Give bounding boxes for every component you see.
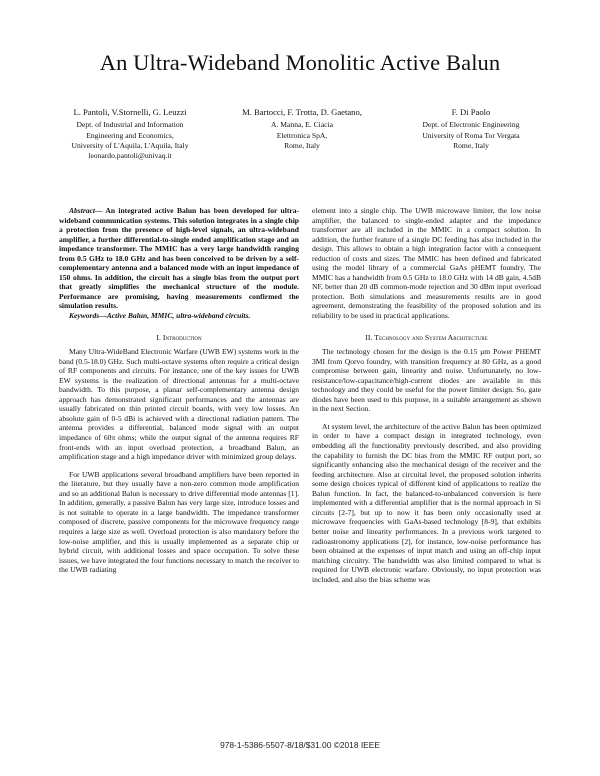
section-heading-introduction: I. Introduction <box>156 332 202 342</box>
author-block-2 <box>218 107 386 151</box>
affiliation-line: Elettronica SpA, <box>276 130 328 140</box>
author-block-3 <box>386 107 556 151</box>
affiliation-line: Rome, Italy <box>453 140 489 150</box>
keywords: Keywords—Active Balun, MMIC, ultra-wideband circuits. <box>69 311 251 321</box>
abstract <box>59 206 299 311</box>
author-names: F. Di Paolo <box>451 107 491 117</box>
right-column <box>312 206 541 584</box>
copyright-footer: 978-1-5386-5507-8/18/$31.00 ©2018 IEEE <box>220 740 380 750</box>
section-heading-technology: II. Technology and System Architecture <box>365 332 488 342</box>
abstract-label: Abstract— <box>69 206 103 215</box>
abstract-text: An integrated active Balun has been developed for ultra-wideband communication systems. This solution integrates in a single chip a protection from the presence of high-level signals, an ultra-wideband amplifier, a further differential-to-single ended amplification stage and an impedance transformer. The MMIC has a very large handwidth ranging from 0.5 GHz to 18.0 GHz and has been conceived to be driven by a self-complementary antenna and a balanced mode with an input impedance of 150 ohms. In addition, the circuit has a single bias from the output port that greatly simplifies the mechanical structure of the module. Performance are promising, having measurements confirmed the simulation results. <box>59 206 299 311</box>
affiliation-line: Dept. of Industrial and Information <box>76 120 184 130</box>
affiliation-line: Dept. of Electronic Engineering <box>422 120 520 130</box>
affiliation-line: A. Manna, E. Ciacia <box>271 120 333 130</box>
author-email: leonardo.pantoli@univaq.it <box>88 151 172 161</box>
affiliation-line: University of Roma Tor Vergata <box>422 130 520 140</box>
affiliation-line: Rome, Italy <box>284 140 320 150</box>
paragraph: element into a single chip. The UWB microwave limiter, the low noise amplifier, the balanced to single-ended adapter and the impedance transformer are all included in the MMIC in a compact solution. In addition, the further feature of a single DC feeding has also included in the design. This allows to obtain a high integration factor with a consequent reduction of costs and sizes. The MMIC has been defined and fabricated using the model library of a commercial GaAs pHEMT foundry. The MMIC has a handwidth from 0.5 GHz to 18.0 GHz with 14 dB gain, 4.5dB NF, better than 20 dB common-mode rejection and 30 dBm input overload protection. Both simulations and measurements results are in good agreement, demonstrating the feasibility of the proposed solution and its reliability to be used in practical applications. <box>312 206 541 321</box>
author-names: L. Pantoli, V.Stornelli, G. Leuzzi <box>73 107 187 117</box>
paragraph: For UWB applications several broadband amplifiers have been reported in the literature, but they usually have a non-zero common mode amplification and so an additional Balun is necessary to drive differential mode antennas [1]. In addition, generally, a passive Balun has very large size, introduce losses and is not suitable to operate in a large bandwidth. The impedance transformer composed of discrete, passive components for the microwave frequency range requires a large size as well. Overload protection is also mandatory before the low-noise amplifier, and this is usually implemented as a separate chip or hybrid circuit, with additional losses and space occupation. To solve these issues, we have integrated the four functions necessary to match the receiver to the UWB radiating <box>59 469 299 575</box>
paper-title: An Ultra-Wideband Monolitic Active Balun <box>99 50 501 75</box>
author-names: M. Bartocci, F. Trotta, D. Gaetano, <box>242 107 362 117</box>
affiliation-line: University of L'Aquila, L'Aquila, Italy <box>71 140 189 150</box>
left-column <box>59 206 299 575</box>
paragraph: Many Ultra-WideBand Electronic Warfare (UWB EW) systems work in the band (0.5-18.0) GHz. Such multi-octave systems often require a critical design of RF components and circuits. For instance, one of the key issues for UWB EW systems is the realization of directional antennas for a multi-octave bandwidth. To this purpose, a planar self-complementary antenna design approach has demonstrated significant performances and the antennas are usually fabricated on thin printed circuit boards, with very low losses. An absolute gain of 0-5 dBi is achieved with a directional radiation pattern. The antenna provides a differential, balanced mode signal with an output impedance of 60π ohms; while the output signal of the antenna requires RF front-ends with an input overload protection, a broadband Balun, an amplification stage and a high impedance driver with minimized group delays. <box>59 347 299 462</box>
affiliation-line: Engineering and Economics, <box>86 130 174 140</box>
author-block-1 <box>46 107 214 161</box>
paragraph: At system level, the architecture of the active Balun has been optimized in order to have a compact design in integrated technology, even embedding all the functionality previously described, and also providing the capability to furnish the DC bias from the MMIC RF output port, so significantly enhancing also the mechanical design of the receiver and the feeding architecture. Also at circuital level, the proposed solution inherits some design choices typical of different kind of applications to realize the Balun function. In fact, the balanced-to-unbalanced conversion is here implemented with a differential amplifier that is the normal approach in Si circuits [2-7], but up to now it has been only occasionally used at microwave frequencies with GaAs-based technology [8-9], that exhibits better noise and linearity performances. In a previous work targeted to radioastronomy applications [2], for instance, low-noise performance has been obtained at the expenses of input match and using an off-chip input matching circuitry. The bandwidth was also limited compared to what is required for UWB electronic warfare. Obviously, no input protection was included, and also the bias scheme was <box>312 421 541 584</box>
paragraph: The technology chosen for the design is the 0.15 μm Power PHEMT 3MI from Qorvo foundry, with transition frequency at 80 GHz, as a good compromise between gain, linearity and noise. Unfortunately, no low-resistance/low-capacitance/high-current diodes are available in this technology and they could be useful for the power limiter design. So, gate diodes have been used to this purpose, in a suitable arrangement as shown in the next Section. <box>312 347 541 414</box>
